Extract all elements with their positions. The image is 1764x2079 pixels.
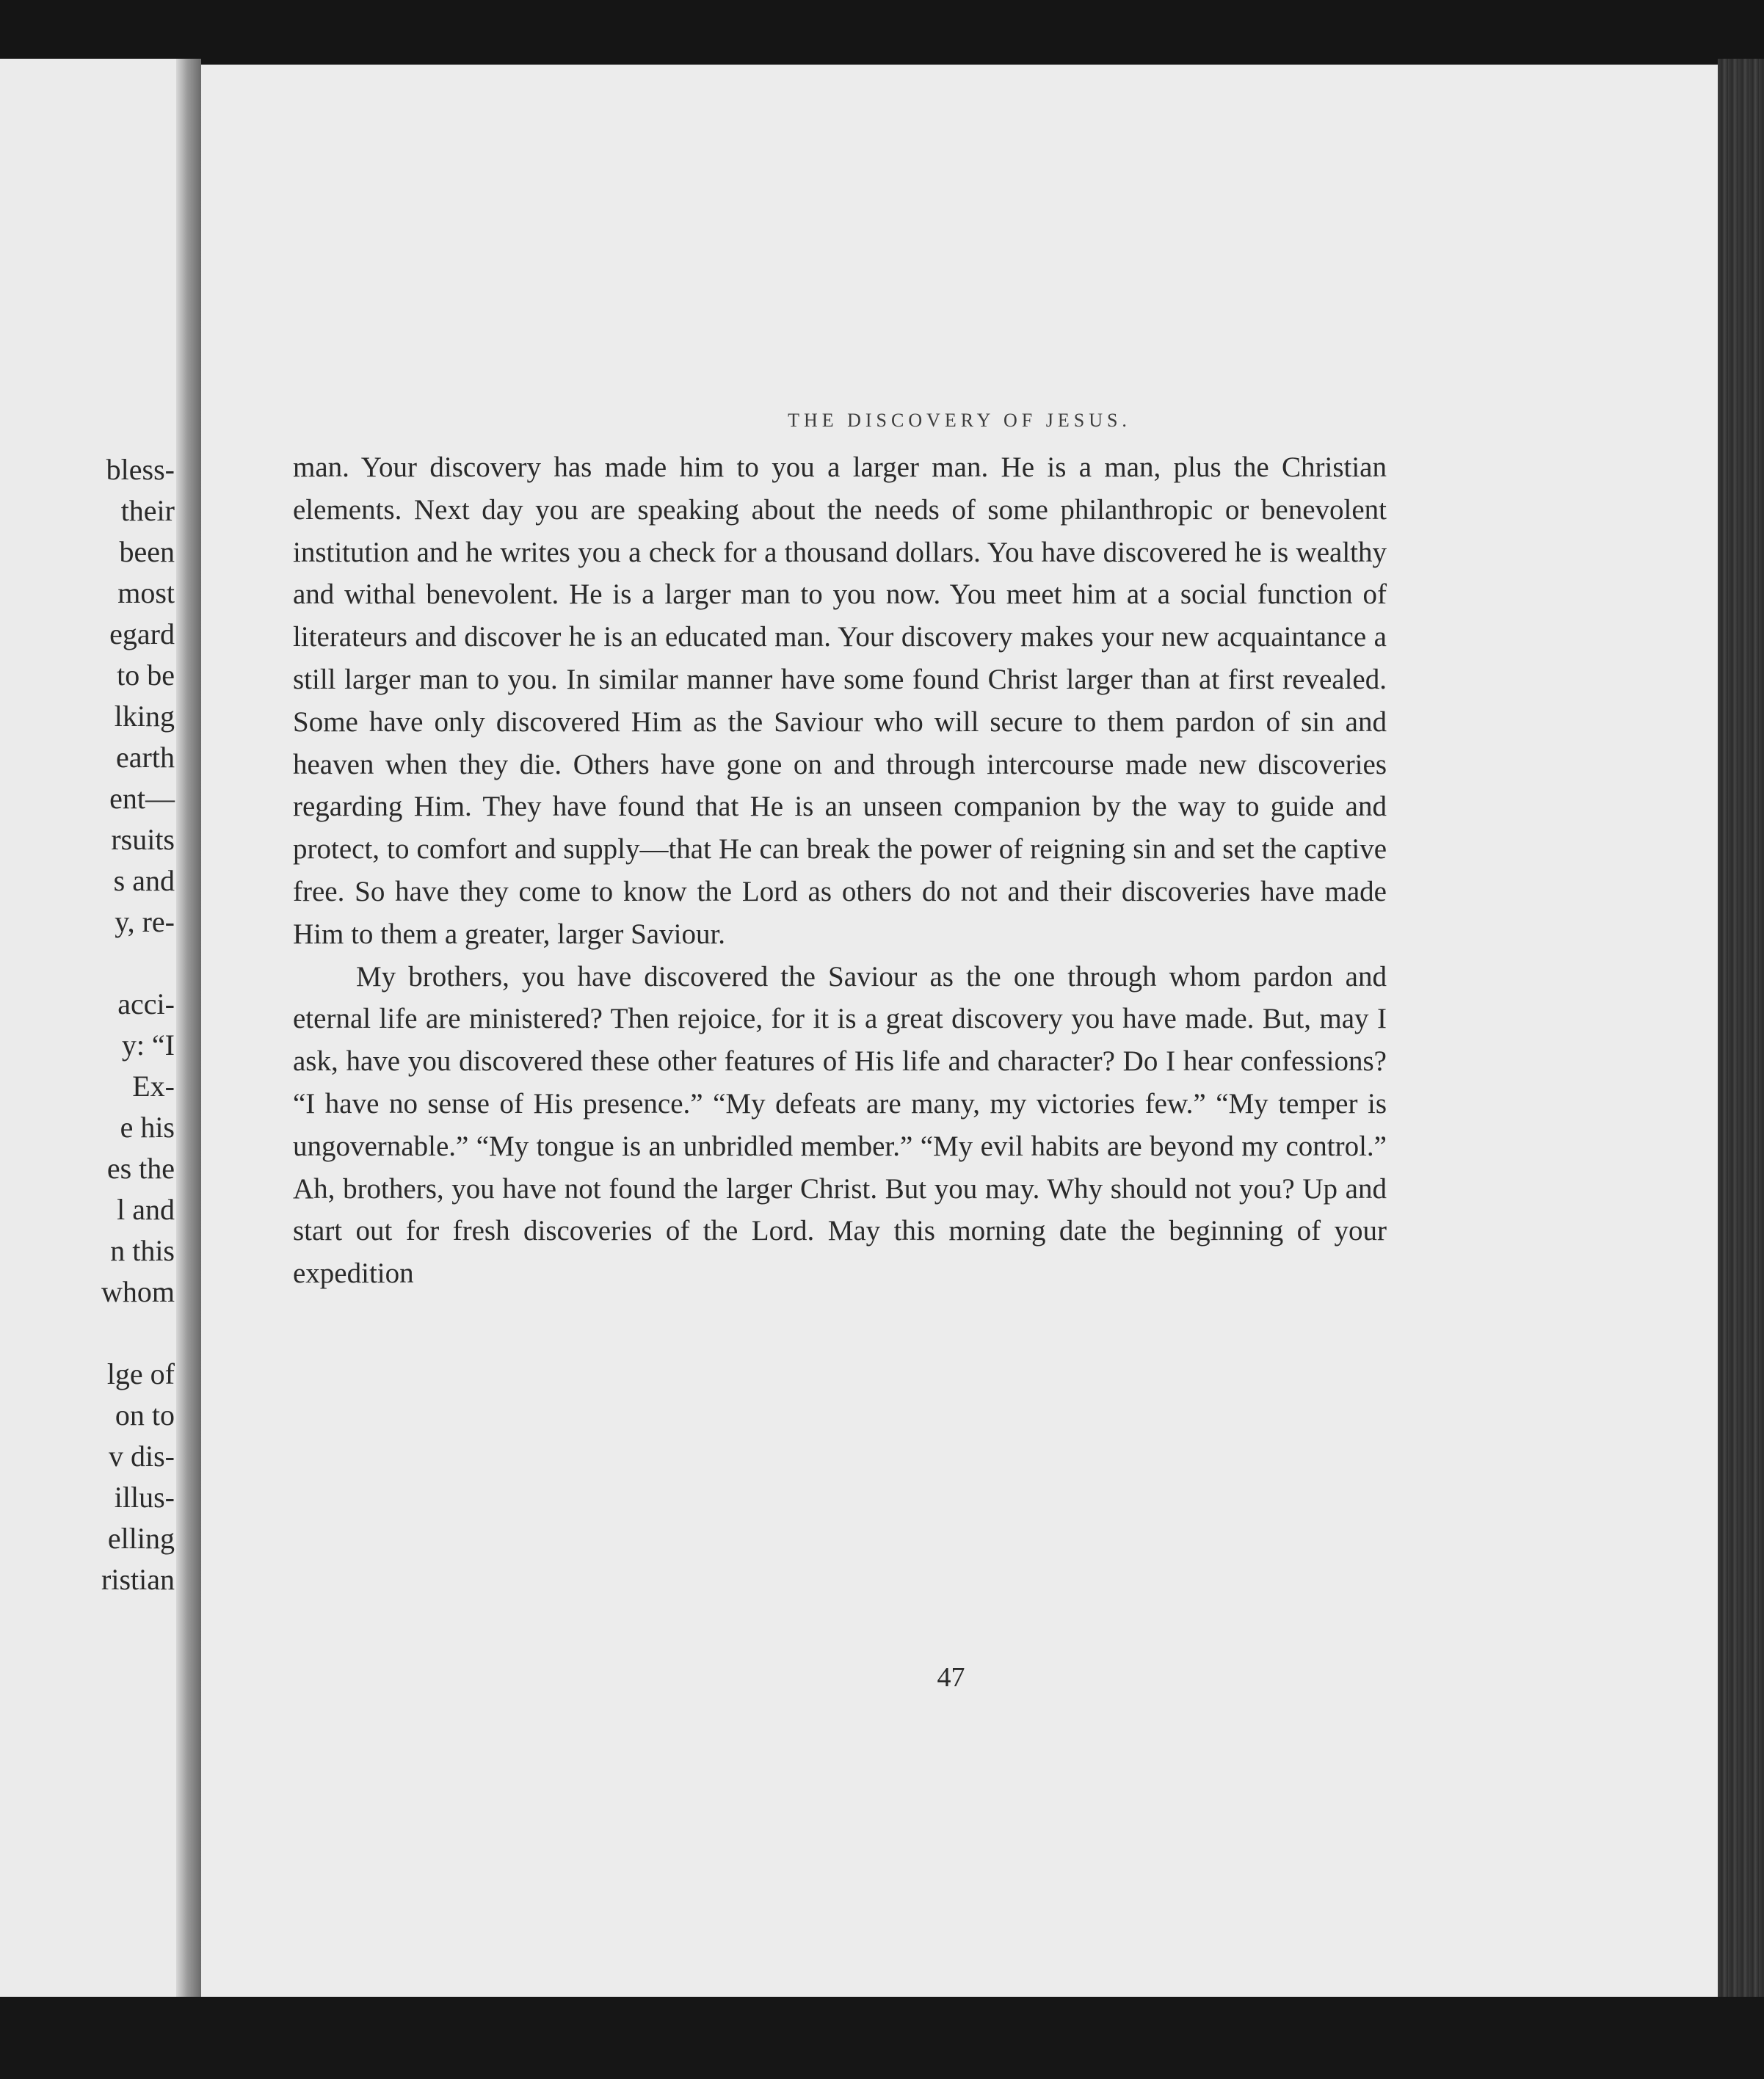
left-line: s and [113, 864, 175, 897]
left-page-text-column [13, 449, 175, 1600]
left-line: v dis- [109, 1440, 175, 1473]
left-line: elling [107, 1522, 175, 1555]
left-line: whom [101, 1275, 175, 1308]
left-line: y, re- [115, 905, 175, 938]
scan-bottom-border [0, 1997, 1764, 2079]
left-line: es the [106, 1152, 175, 1185]
left-line: y: “I [121, 1028, 175, 1062]
left-facing-page [0, 59, 200, 1997]
left-line-gap [13, 1313, 175, 1354]
left-line: bless- [106, 453, 175, 486]
left-line: l and [117, 1193, 175, 1226]
left-line: their [120, 494, 175, 527]
paragraph: My brothers, you have discovered the Saviour as the one through whom pardon and eternal life are ministered? Then rejoice, for it is a great discovery you have made. But, may I ask, have you discovered these other features of His life and character? Do I hear confessions? “I have no sense of His presence.” “My defeats are many, my victories few.” “My temper is ungovernable.” “My tongue is an unbridled member.” “My evil habits are beyond my control.” Ah, brothers, you have not found the larger Christ. But you may. Why should not you? Up and start out for fresh discoveries of the Lord. May this morning date the beginning of your expedition [293, 960, 1387, 1290]
left-line: ent— [109, 782, 175, 815]
left-line: been [119, 535, 175, 568]
left-line: lge of [106, 1357, 175, 1390]
left-line: lking [114, 700, 175, 733]
left-line: n this [110, 1234, 175, 1267]
left-line: earth [116, 741, 175, 774]
left-line: e his [120, 1111, 175, 1144]
left-line: Ex- [132, 1070, 175, 1103]
left-line: ristian [101, 1563, 175, 1596]
left-line: on to [115, 1398, 175, 1432]
left-line: rsuits [111, 823, 175, 856]
book-fore-edge [1718, 59, 1764, 2079]
left-line: illus- [114, 1481, 175, 1514]
left-line: to be [117, 658, 175, 692]
left-page-gutter-shadow [176, 59, 201, 1997]
paragraph: man. Your discovery has made him to you a larger man. He is a man, plus the Christian elements. Next day you are speaking about the needs of some philanthropic or benevolent institution and he writes you a check for a thousand dollars. You have discovered he is wealthy and withal benevolent. He is a larger man to you now. You meet him at a social function of literateurs and discover he is an educated man. Your discovery makes your new acquaintance a still larger man to you. In similar manner have some found Christ larger than at first revealed. Some have only discovered Him as the Saviour who will secure to them pardon of sin and heaven when they die. Others have gone on and through intercourse made new discoveries regarding Him. They have found that He is an unseen companion by the way to guide and protect, to comfort and supply—that He can break the power of reigning sin and set the captive free. So have they come to know the Lord as others do not and their discoveries have made Him to them a greater, larger Saviour. [293, 451, 1387, 950]
running-head: THE DISCOVERY OF JESUS. [788, 410, 1131, 431]
left-line: acci- [117, 987, 175, 1020]
page-number: 47 [937, 1662, 965, 1693]
left-line: most [117, 576, 175, 609]
left-line-gap [13, 943, 175, 984]
left-line: egard [109, 617, 175, 650]
body-text [293, 446, 1387, 1295]
main-page [201, 65, 1718, 2000]
